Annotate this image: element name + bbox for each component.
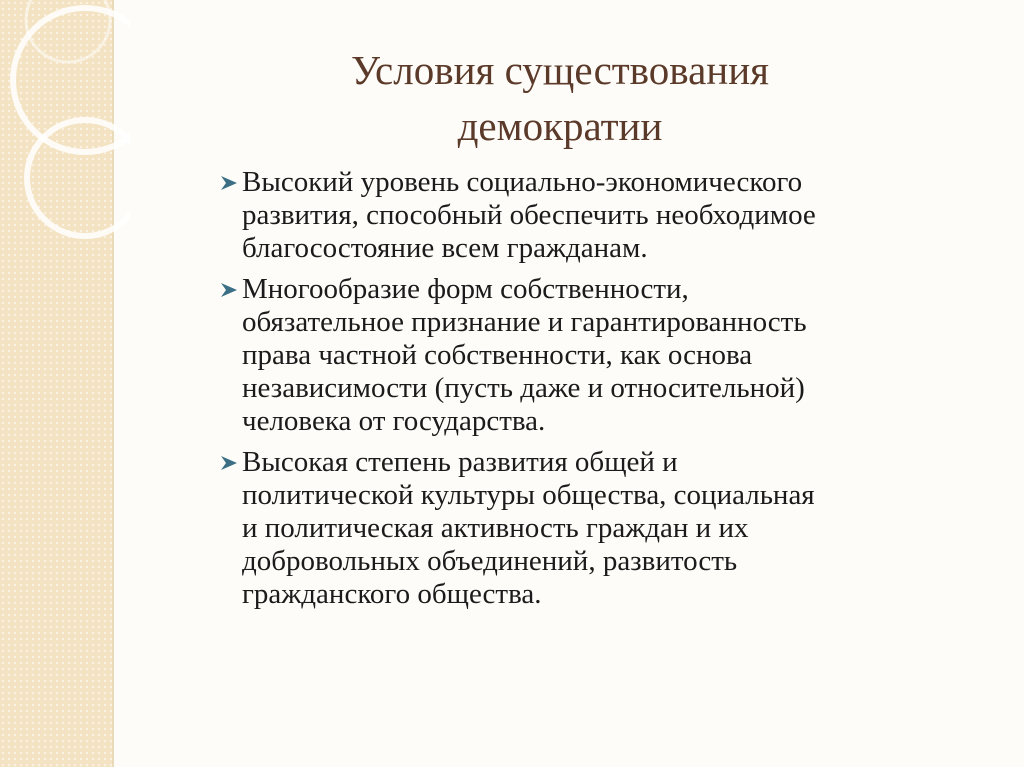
list-item bbox=[220, 446, 990, 611]
bullet-list bbox=[220, 166, 990, 619]
bullet-1-line-3: благосостояние всем гражданам. bbox=[242, 232, 648, 264]
bullet-2-line-1: Многообразие форм собственности, bbox=[242, 273, 689, 305]
arrow-bullet-icon bbox=[220, 282, 238, 298]
bullet-3-line-3: и политическая активность граждан и их bbox=[242, 512, 749, 544]
slide-title bbox=[180, 42, 940, 154]
bullet-1-line-2: развития, способный обеспечить необходимое bbox=[242, 199, 816, 231]
bullet-2-line-5: человека от государства. bbox=[242, 405, 546, 437]
slide-title-line-1: Условия существования bbox=[350, 47, 770, 93]
slide-title-line-2: демократии bbox=[457, 103, 663, 149]
list-item bbox=[220, 273, 990, 438]
arrow-bullet-icon bbox=[220, 175, 238, 191]
bullet-2-line-3: права частной собственности, как основа bbox=[242, 339, 753, 371]
arrow-bullet-icon bbox=[220, 455, 238, 471]
bullet-3-line-1: Высокая степень развития общей и bbox=[242, 446, 678, 478]
bullet-2-line-2: обязательное признание и гарантированность bbox=[242, 306, 807, 338]
bullet-3-line-5: гражданского общества. bbox=[242, 578, 542, 610]
bullet-1-line-1: Высокий уровень социально-экономического bbox=[242, 166, 803, 198]
decorative-circles bbox=[0, 0, 130, 300]
list-item bbox=[220, 166, 990, 265]
bullet-2-line-4: независимости (пусть даже и относительной) bbox=[242, 372, 805, 404]
bullet-3-line-4: добровольных объединений, развитость bbox=[242, 545, 738, 577]
bullet-3-line-2: политической культуры общества, социальная bbox=[242, 479, 815, 511]
